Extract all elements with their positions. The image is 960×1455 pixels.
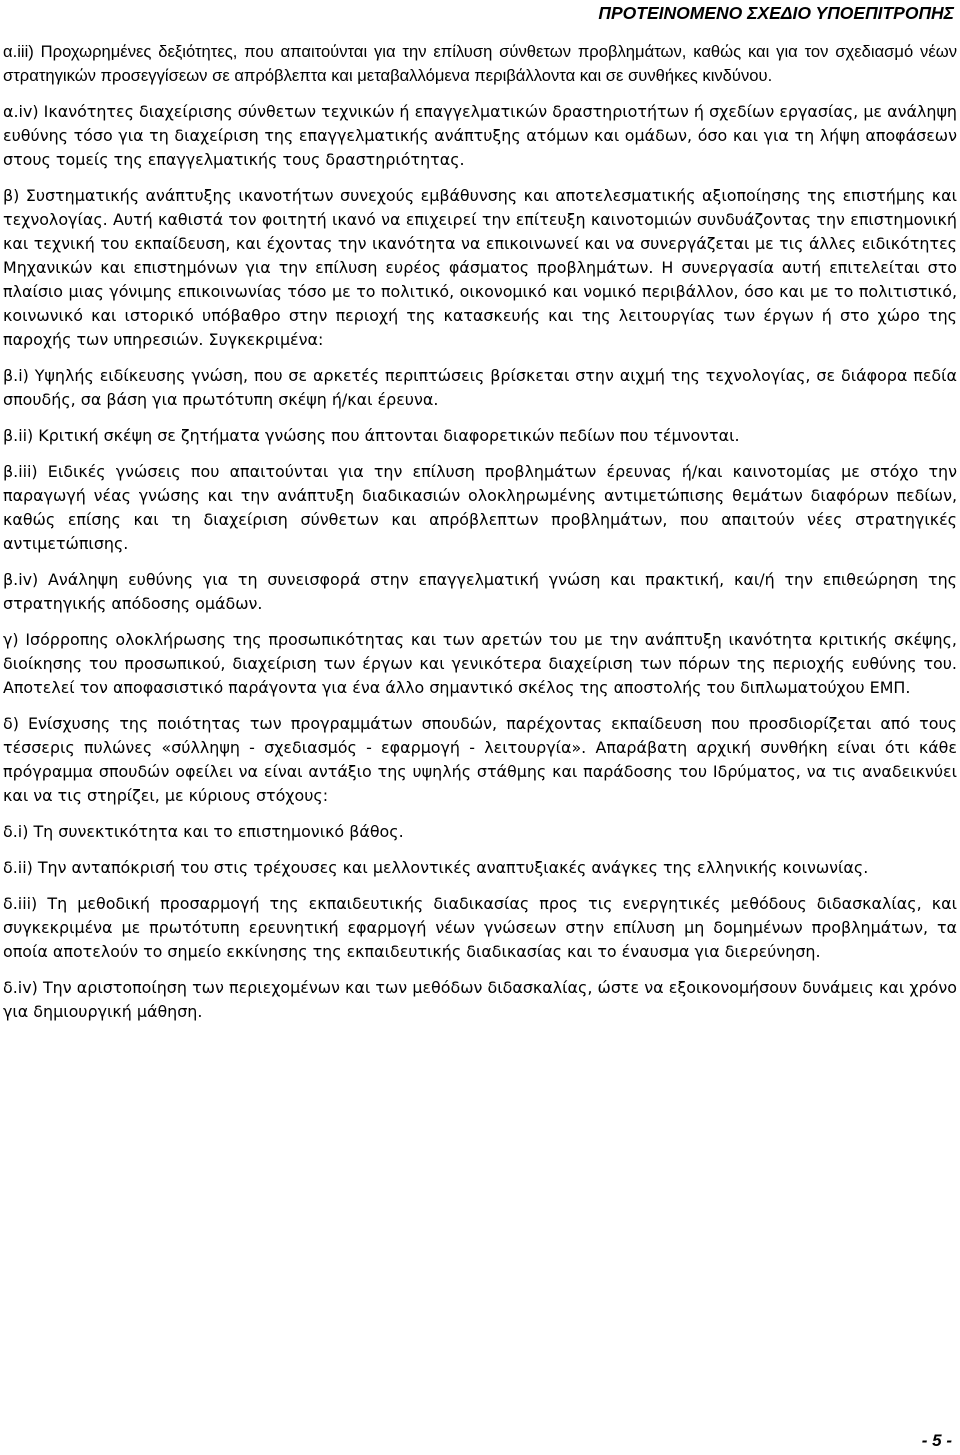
paragraph-c: γ) Ισόρροπης ολοκλήρωσης της προσωπικότητας και των αρετών του με την ανάπτυξη ικανότητα κριτικής σκέψης, διοίκησης του προσωπικού, διαχείριση των έργων και γενικότερα διαχείριση των πόρων της περιοχής ευθύνης του. Αποτελεί τον αποφασιστικό παράγοντα για ένα άλλο σημαντικό σκέλος της αποστολής του διπλωματούχου ΕΜΠ. — [3, 630, 957, 697]
page-number: - 5 - — [921, 1431, 952, 1450]
paragraph-d: δ) Ενίσχυσης της ποιότητας των προγραμμάτων σπουδών, παρέχοντας εκπαίδευση που προσδιορίζεται από τους τέσσερις πυλώνες «σύλληψη - σχεδιασμός - εφαρμογή - λειτουργία». Απαράβατη αρχική συνθήκη είναι ότι κάθε πρόγραμμα σπουδών οφείλει να είναι αντάξιο της υψηλής στάθμης και παράδοσης του Ιδρύματος, να τις αναδεικνύει και να τις στηρίζει, με κύριους στόχους: — [3, 714, 957, 805]
paragraph-a-iv: α.iv) Ικανότητες διαχείρισης σύνθετων τεχνικών ή επαγγελματικών δραστηριοτήτων ή σχεδίων εργασίας, με ανάληψη ευθύνης τόσο για τη διαχείριση της επαγγελματικής ανάπτυξης ατόμων και ομάδων, όσο και για τη λήψη αποφάσεων στους τομείς της επαγγελματικής τους δραστηριότητας. — [3, 102, 957, 169]
document-body — [3, 40, 957, 1024]
paragraph-d-iii: δ.iii) Τη μεθοδική προσαρμογή της εκπαιδευτικής διαδικασίας προς τις ενεργητικές μεθόδους διδασκαλίας, και συγκεκριμένα με πρωτότυπη ερευνητική εφαρμογή νέων γνώσεων στην επίλυση μη δομημένων προβλημάτων, τα οποία αποτελούν το σημείο εκκίνησης της εκπαιδευτικής διαδικασίας και το έναυσμα για διερεύνηση. — [3, 894, 957, 961]
paragraph-d-iv: δ.iv) Την αριστοποίηση των περιεχομένων και των μεθόδων διδασκαλίας, ώστε να εξοικονομήσουν δυνάμεις και χρόνο για δημιουργική μάθηση. — [3, 978, 957, 1021]
paragraph-b-iii: β.iii) Ειδικές γνώσεις που απαιτούνται για την επίλυση προβλημάτων έρευνας ή/και καινοτομίας με στόχο την παραγωγή νέας γνώσης και την ανάπτυξη διαδικασιών ολοκληρωμένης αντιμετώπισης θεμάτων διαφόρων πεδίων, καθώς επίσης και τη διαχείριση σύνθετων και απρόβλεπτων προβλημάτων, που απαιτούν νέες στρατηγικές αντιμετώπισης. — [3, 462, 957, 553]
paragraph-a-iii: α.iii) Προχωρημένες δεξιότητες, που απαιτούνται για την επίλυση σύνθετων προβλημάτων, καθώς και για τον σχεδιασμό νέων στρατηγικών προσεγγίσεων σε απρόβλεπτα και μεταβαλλόμενα περιβάλλοντα και σε συνθήκες κινδύνου. — [3, 42, 957, 85]
paragraph-b: β) Συστηματικής ανάπτυξης ικανοτήτων συνεχούς εμβάθυνσης και αποτελεσματικής αξιοποίησης της επιστήμης και τεχνολογίας. Αυτή καθιστά τον φοιτητή ικανό να επιχειρεί την επίτευξη καινοτομιών συνδυάζοντας την επιστημονική και τεχνική του εκπαίδευση, και έχοντας την ικανότητα να επικοινωνεί και να συνεργάζεται με τις άλλες ειδικότητες Μηχανικών και επιστημόνων για την επίλυση ευρέος φάσματος προβλημάτων. Η συνεργασία αυτή επιτελείται στο πλαίσιο μιας γόνιμης επικοινωνίας τόσο με το πολιτικό, οικονομικό και νομικό περιβάλλον, όσο και με το πολιτιστικό, κοινωνικό και ιστορικό υπόβαθρο στην περιοχή της κατασκευής και της λειτουργίας των έργων ή στο χώρο της παροχής των υπηρεσιών. Συγκεκριμένα: — [3, 186, 957, 349]
paragraph-b-iv: β.iv) Ανάληψη ευθύνης για τη συνεισφορά στην επαγγελματική γνώση και πρακτική, και/ή την επιθεώρηση της στρατηγικής απόδοσης ομάδων. — [3, 570, 957, 613]
document-header-title: ΠΡΟΤΕΙΝΟΜΕΝΟ ΣΧΕΔΙΟ ΥΠΟΕΠΙΤΡΟΠΗΣ — [598, 3, 954, 23]
paragraph-b-i: β.i) Υψηλής ειδίκευσης γνώση, που σε αρκετές περιπτώσεις βρίσκεται στην αιχμή της τεχνολογίας, σε διάφορα πεδία σπουδής, σα βάση για πρωτότυπη σκέψη ή/και έρευνα. — [3, 366, 957, 409]
paragraph-b-ii: β.ii) Κριτική σκέψη σε ζητήματα γνώσης που άπτονται διαφορετικών πεδίων που τέμνονται. — [3, 426, 740, 445]
paragraph-d-ii: δ.ii) Την ανταπόκρισή του στις τρέχουσες και μελλοντικές αναπτυξιακές ανάγκες της ελληνικής κοινωνίας. — [3, 858, 869, 877]
paragraph-d-i: δ.i) Τη συνεκτικότητα και το επιστημονικό βάθος. — [3, 822, 404, 841]
